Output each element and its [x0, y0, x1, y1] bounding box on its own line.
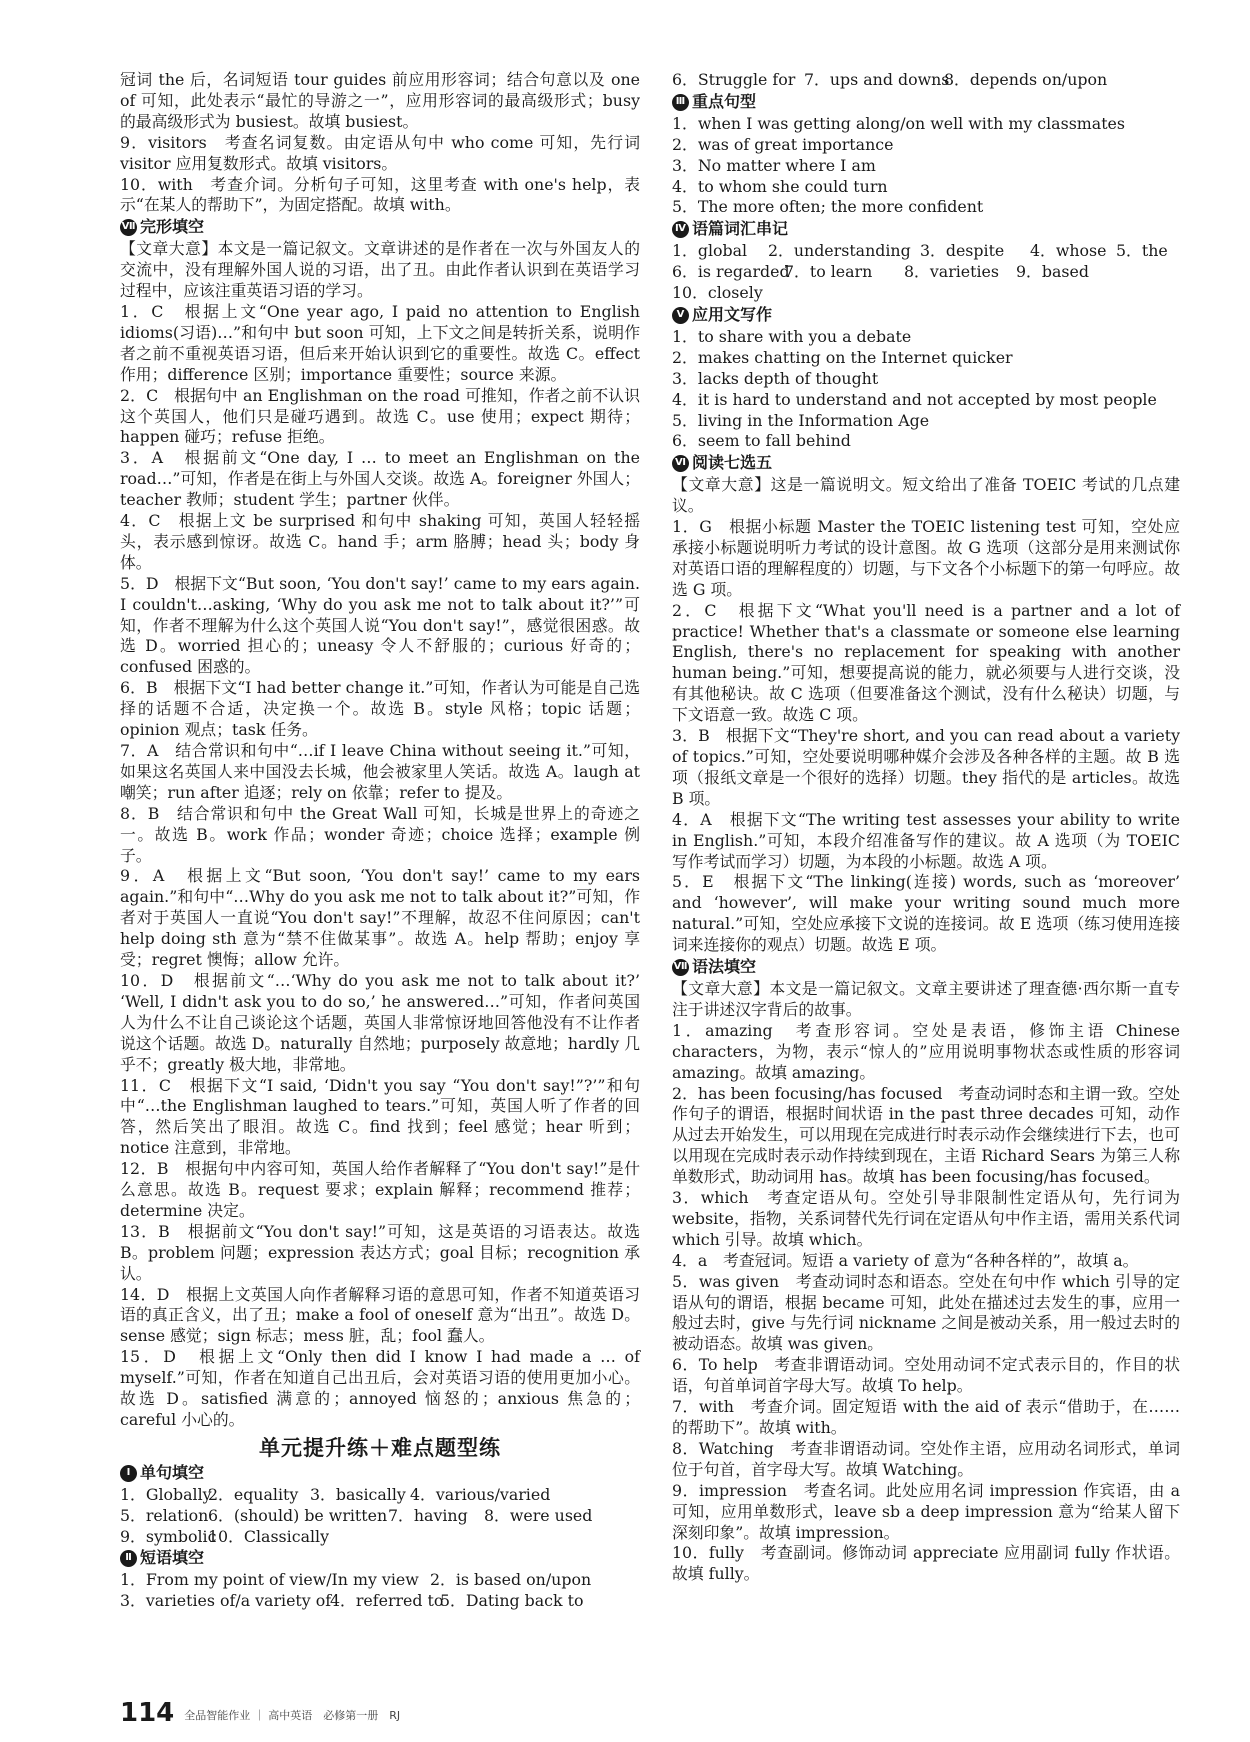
answer-item: 5．relation	[120, 1505, 209, 1525]
answer-row	[120, 1591, 640, 1612]
section-title: 阅读七选五	[692, 453, 773, 473]
answer-paragraph: 2．was of great importance	[672, 134, 894, 154]
answer-paragraph: 5．The more often; the more confident	[672, 197, 984, 217]
section-title: 应用文写作	[692, 304, 773, 324]
answer-paragraph: 7．with 考查介词。固定短语 with the aid of 表示“借助于，在……的帮助下”。故填 with。	[672, 1397, 1180, 1437]
answer-item: 6．(should) be written	[208, 1505, 388, 1525]
answer-paragraph: 4．it is hard to understand and not accepted by most people	[672, 389, 1157, 409]
answer-paragraph: 11．C 根据下文“I said, ‘Didn't you say “You don't say!”?’”和句中“…the Englishman laughed to tears.”可知，英国人听了作者的回答，然后笑出了眼泪。故选 C。find 找到；feel 感觉；hear 听到；notice 注意到，非常地。	[120, 1075, 640, 1158]
answer-paragraph: 4．C 根据上文 be surprised 和句中 shaking 可知，英国人轻轻摇头，表示感到惊讶。故选 C。hand 手；arm 胳膊；head 头；body 身体。	[120, 511, 640, 572]
answer-paragraph: 4．A 根据下文“The writing test assesses your ability to write in English.”可知，本段介绍准备写作的建议。故 A 选项（为 TOEIC 写作考试而学习）切题，为本段的小标题。故选 A 项。	[672, 809, 1180, 871]
answer-paragraph: 1．C 根据上文“One year ago, I paid no attention to English idioms(习语)…”和句中 but soon 可知，上下文之间是转折关系，说明作者之前不重视英语习语，但后来开始认识到它的重要性。故选 C。effect 作用；difference 区别；importance 重要性；source 来源。	[120, 301, 640, 384]
section-heading	[120, 217, 640, 238]
section-heading	[672, 957, 1180, 978]
answer-row	[120, 1570, 640, 1591]
answer-row	[672, 283, 1180, 304]
section-heading	[120, 1463, 640, 1484]
answer-item: 10．Classically	[208, 1526, 330, 1546]
answer-paragraph: 8．Watching 考查非谓语动词。空处作主语，应用动名词形式，单词位于句首，首字母大写。故填 Watching。	[672, 1438, 1180, 1479]
answer-row	[120, 1527, 640, 1548]
answer-paragraph: 10．D 根据前文“…‘Why do you ask me not to talk about it?’ ‘Well, I didn't ask you to do so,’ he answered…”可知，作者问英国人为什么不让自己谈论这个话题，英国人非常惊讶地回答他没有不让作者说这个话题。故选 D。naturally 自然地；purposely 故意地；hardly 几乎不；greatly 极大地，非常地。	[120, 970, 640, 1074]
answer-paragraph: 4．to whom she could turn	[672, 176, 888, 196]
section-heading	[120, 1548, 640, 1569]
answer-paragraph: 10．fully 考查副词。修饰动词 appreciate 应用副词 fully 作状语。故填 fully。	[672, 1543, 1180, 1584]
answer-paragraph: 7．A 结合常识和句中“…if I leave China without seeing it.”可知，如果这名英国人来中国没去长城，他会被家里人笑话。故选 A。laugh at 嘲笑；run after 追逐；rely on 依靠；refer to 提及。	[120, 741, 640, 802]
answer-paragraph: 9．impression 考查名词。此处应用名词 impression 作宾语，由 a 可知，应用单数形式，leave sb a deep impression 意为“给某人留下深刻印象”。故填 impression。	[672, 1480, 1180, 1542]
unit-heading: 单元提升练＋难点题型练	[259, 1435, 501, 1460]
answer-paragraph: 4．a 考查冠词。短语 a variety of 意为“各种各样的”，故填 a。	[672, 1250, 1139, 1270]
left-column	[120, 70, 640, 1612]
answer-paragraph: 5．D 根据下文“But soon, ‘You don't say!’ came to my ears again. I couldn't…asking, ‘Why do you ask me not to talk about it?’”可知，作者不理解为什么这个英国人说“You don't say!”，感觉很困惑。故选 D。worried 担心的；uneasy 令人不舒服的；curious 好奇的；confused 困惑的。	[120, 573, 640, 677]
section-title: 完形填空	[140, 217, 205, 237]
answer-item: 9．symbolic	[120, 1526, 217, 1546]
answer-item: 8．were used	[484, 1505, 593, 1525]
answer-paragraph: 6．B 根据下文“I had better change it.”可知，作者认为可能是自己选择的话题不合适，决定换一个。故选 B。style 风格；topic 话题；opinion 观点；task 任务。	[120, 678, 640, 740]
answer-item: 1．From my point of view/In my view	[120, 1570, 419, 1590]
answer-item: 4．whose	[1030, 241, 1107, 261]
section-heading	[672, 92, 1180, 113]
answer-item: 1．global	[672, 241, 748, 261]
page-number: 114	[120, 1698, 175, 1728]
page-footer	[120, 1700, 400, 1726]
answer-paragraph: 6．seem to fall behind	[672, 431, 851, 451]
section-title: 语法填空	[692, 957, 757, 977]
section-number-badge: Ⅲ	[672, 94, 689, 111]
answer-paragraph: 3．which 考查定语从句。空处引导非限制性定语从句，先行词为 website，指物，关系词替代先行词在定语从句中作主语，需用关系代词 which 引导。故填 which。	[672, 1188, 1180, 1249]
answer-item: 2．equality	[208, 1484, 299, 1504]
answer-item: 7．to learn	[784, 262, 873, 282]
section-title: 语篇词汇串记	[692, 219, 789, 239]
section-number-badge: Ⅳ	[672, 221, 689, 238]
answer-row	[672, 70, 1180, 91]
answer-item: 6．Struggle for	[672, 70, 796, 89]
answer-paragraph: 9．A 根据上文“But soon, ‘You don't say!’ came to my ears again.”和句中“…Why do you ask me not to talk about it?”可知，作者对于英国人一直说“You don't say!”不理解，故忍不住问原因；can't help doing sth 意为“禁不住做某事”。故选 A。help 帮助；enjoy 享受；regret 懊悔；allow 允许。	[120, 866, 640, 970]
section-title: 重点句型	[692, 91, 757, 111]
answer-paragraph: 3．lacks depth of thought	[672, 368, 879, 388]
footer-text: 全品智能作业 ｜ 高中英语 必修第一册 RJ	[184, 1709, 401, 1722]
section-title: 单句填空	[140, 1462, 205, 1482]
answer-item: 7．having	[388, 1505, 468, 1525]
section-number-badge: Ⅶ	[672, 959, 689, 976]
answer-paragraph: 3．No matter where I am	[672, 155, 876, 175]
answer-item: 7．ups and downs	[804, 70, 950, 89]
answer-item: 4．various/varied	[410, 1484, 551, 1504]
answer-row	[120, 1506, 640, 1527]
answer-item: 8．depends on/upon	[944, 70, 1108, 89]
answer-paragraph: 【文章大意】本文是一篇记叙文。文章讲述的是作者在一次与外国友人的交流中，没有理解外国人说的习语，出了丑。由此作者认识到在英语学习过程中，应该注重英语习语的学习。	[120, 239, 640, 301]
answer-paragraph: 14．D 根据上文英国人向作者解释习语的意思可知，作者不知道英语习语的真正含义，出了丑；make a fool of oneself 意为“出丑”。故选 D。sense 感觉；sign 标志；mess 脏，乱；fool 蠢人。	[120, 1284, 640, 1346]
section-number-badge: Ⅴ	[672, 307, 689, 324]
right-column	[672, 70, 1180, 1585]
answer-paragraph: 2．C 根据下文“What you'll need is a partner and a lot of practice! Whether that's a classmate or someone else learning English, there's no replacement for speaking with another human being.”可知，想要提高说的能力，就必须要与人进行交谈，没有其他秘诀。故 C 选项（但要准备这个测试，没有什么秘诀）切题，与下文语意一致。故选 C 项。	[672, 600, 1180, 725]
answer-item: 3．despite	[920, 241, 1005, 261]
section-heading	[672, 453, 1180, 474]
answer-paragraph: 1．amazing 考查形容词。空处是表语，修饰主语 Chinese characters，为物，表示“惊人的”应用说明事物状态或性质的形容词 amazing。故填 amazing。	[672, 1020, 1180, 1082]
answer-item: 3．varieties of/a variety of	[120, 1591, 332, 1611]
answer-paragraph: 13．B 根据前文“You don't say!”可知，这是英语的习语表达。故选 B。problem 问题；expression 表达方式；goal 目标；recognition 承认。	[120, 1221, 640, 1283]
answer-item: 2．is based on/upon	[430, 1570, 592, 1590]
answer-item: 3．basically	[310, 1484, 406, 1504]
answer-paragraph: 1．when I was getting along/on well with my classmates	[672, 113, 1125, 133]
answer-paragraph: 5．was given 考查动词时态和语态。空处在句中作 which 引导的定语从句的谓语，根据 became 可知，此处在描述过去发生的事，应用一般过去时，give 与先行词 nickname 之间是被动关系，用一般过去时的被动语态。故填 was given。	[672, 1271, 1180, 1354]
answer-row	[672, 262, 1180, 283]
section-number-badge: Ⅰ	[120, 1465, 137, 1482]
answer-paragraph: 12．B 根据句中内容可知，英国人给作者解释了“You don't say!”是什么意思。故选 B。request 要求；explain 解释；recommend 推荐；determine 决定。	[120, 1159, 640, 1220]
section-title: 短语填空	[140, 1548, 205, 1568]
answer-paragraph: 3．A 根据前文“One day, I … to meet an Englishman on the road…”可知，作者是在街上与外国人交谈。故选 A。foreigner 外国人；teacher 教师；student 学生；partner 伙伴。	[120, 448, 640, 510]
answer-paragraph: 2．C 根据句中 an Englishman on the road 可推知，作者之前不认识这个英国人，他们只是碰巧遇到。故选 C。use 使用；expect 期待；happen 碰巧；refuse 拒绝。	[120, 385, 640, 447]
answer-paragraph: 5．living in the Information Age	[672, 410, 930, 430]
section-number-badge: Ⅵ	[672, 455, 689, 472]
answer-row	[672, 241, 1180, 262]
answer-item: 5．the	[1116, 241, 1168, 261]
answer-paragraph: 2．makes chatting on the Internet quicker	[672, 347, 1013, 367]
answer-item: 8．varieties	[904, 262, 999, 282]
answer-paragraph: 15．D 根据上文“Only then did I know I had made a … of myself.”可知，作者在知道自己出丑后，会对英语习语的使用更加小心。故选 D。satisfied 满意的；annoyed 恼怒的；anxious 焦急的；careful 小心的。	[120, 1347, 640, 1429]
answer-item: 5．Dating back to	[440, 1591, 584, 1611]
section-heading	[672, 219, 1180, 240]
answer-paragraph: 【文章大意】这是一篇说明文。短文给出了准备 TOEIC 考试的几点建议。	[672, 475, 1180, 516]
section-number-badge: Ⅱ	[120, 1550, 137, 1567]
answer-item: 4．referred to	[330, 1591, 444, 1611]
section-number-badge: Ⅶ	[120, 219, 137, 236]
answer-item: 6．is regarded	[672, 262, 790, 282]
answer-paragraph: 3．B 根据下文“They're short, and you can read about a variety of topics.”可知，空处要说明哪种媒介会涉及各种各样的主题。故 B 选项（报纸文章是一个很好的选择）切题。they 指代的是 articles。故选 B 项。	[672, 726, 1180, 808]
answer-paragraph: 8．B 结合常识和句中 the Great Wall 可知，长城是世界上的奇迹之一。故选 B。work 作品；wonder 奇迹；choice 选择；example 例子。	[120, 803, 640, 865]
answer-paragraph: 【文章大意】本文是一篇记叙文。文章主要讲述了理查德·西尔斯一直专注于讲述汉字背后的故事。	[672, 978, 1180, 1019]
answer-item: 9．based	[1016, 262, 1089, 282]
section-heading	[672, 305, 1180, 326]
answer-paragraph: 冠词 the 后，名词短语 tour guides 前应用形容词；结合句意以及 one of 可知，此处表示“最忙的导游之一”，应用形容词的最高级形式；busy 的最高级形式为 busiest。故填 busiest。	[120, 70, 640, 131]
answer-item: 10．closely	[672, 283, 763, 303]
answer-paragraph: 1．G 根据小标题 Master the TOEIC listening test 可知，空处应承接小标题说明听力考试的设计意图。故 G 选项（这部分是用来测试你对英语口语的理解程度的）切题，与下文各个小标题下的第一句呼应。故选 G 项。	[672, 517, 1180, 599]
answer-paragraph: 10．with 考查介词。分析句子可知，这里考查 with one's help，表示“在某人的帮助下”，为固定搭配。故填 with。	[120, 174, 640, 215]
answer-paragraph: 1．to share with you a debate	[672, 326, 912, 346]
answer-paragraph: 9．visitors 考查名词复数。由定语从句中 who come 可知，先行词 visitor 应用复数形式。故填 visitors。	[120, 132, 640, 173]
answer-item: 2．understanding	[768, 241, 911, 261]
answer-paragraph: 5．E 根据下文“The linking(连接) words, such as ‘moreover’ and ‘however’, will make your writing sound much more natural.”可知，空处应承接下文说的连接词。故 E 选项（练习使用连接词来连接你的观点）切题。故选 E 项。	[672, 872, 1180, 955]
answer-item: 1．Globally	[120, 1484, 212, 1504]
answer-row	[120, 1485, 640, 1506]
answer-paragraph: 6．To help 考查非谓语动词。空处用动词不定式表示目的，作目的状语，句首单词首字母大写。故填 To help。	[672, 1355, 1180, 1396]
answer-paragraph: 2．has been focusing/has focused 考查动词时态和主谓一致。空处作句子的谓语，根据时间状语 in the past three decades 可知，动作从过去开始发生，可以用现在完成进行时表示动作会继续进行下去，也可以用现在完成时表示动作持续到现在，主语 Richard Sears 为第三人称单数形式，助动词用 has。故填 has been focusing/has focused。	[672, 1083, 1180, 1187]
